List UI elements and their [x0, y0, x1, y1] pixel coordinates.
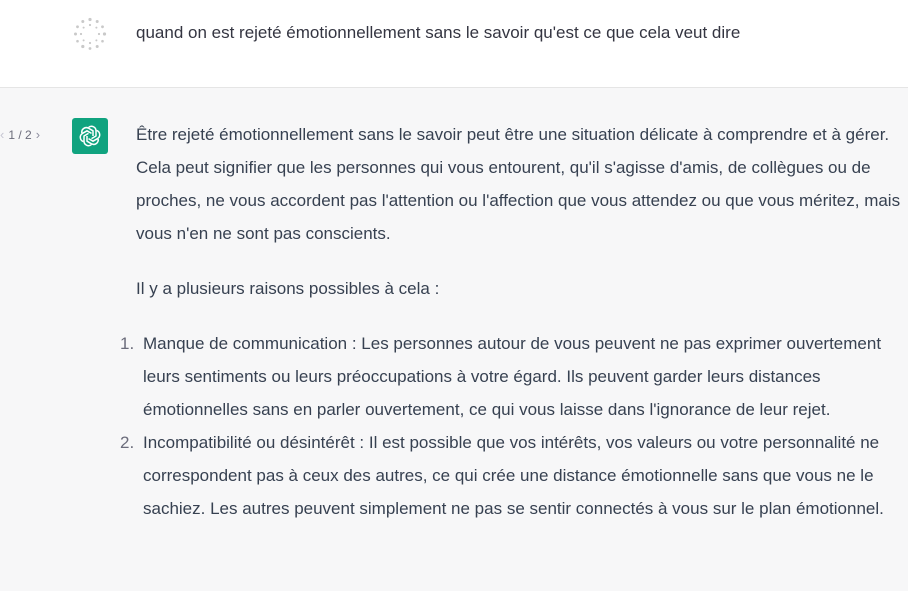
paragraph: Il y a plusieurs raisons possibles à cela :: [136, 279, 440, 298]
list-item-number: 2.: [120, 433, 135, 452]
user-message-text: quand on est rejeté émotionnellement sans le savoir qu'est ce que cela veut dire: [136, 23, 741, 42]
pager-label: 1 / 2: [8, 127, 32, 142]
user-message-row: [0, 0, 908, 88]
response-pager: [0, 127, 40, 142]
list-item-number: 1.: [120, 334, 135, 353]
paragraph: Être rejeté émotionnellement sans le savoir peut être une situation délicate à comprendre et à gérer. Cela peut signifier que les personnes qui vous entourent, qu'il s'agisse d'amis, de collègues ou de proches, ne vous accordent pas l'attention ou l'affection que vous attendez ou que vous méritez, mais vous n'en ne sont pas conscients.: [136, 125, 901, 243]
openai-logo-icon: [72, 118, 108, 154]
assistant-message-row: [0, 88, 908, 591]
assistant-message-content: [120, 118, 906, 525]
list-item: [120, 426, 898, 525]
list-item: [120, 327, 898, 426]
list-item-text: Incompatibilité ou désintérêt : Il est possible que vos intérêts, vos valeurs ou votre personnalité ne correspondent pas à ceux des autres, ce qui crée une distance émotionnelle sans que vous ne le sachiez. Les autres peuvent simplement ne pas se sentir connectés à vous sur le plan émotionnel.: [143, 433, 884, 518]
loading-spinner-icon: [72, 16, 108, 52]
list-item-text: Manque de communication : Les personnes autour de vous peuvent ne pas exprimer ouvertement leurs sentiments ou leurs préoccupations à votre égard. Ils peuvent garder leurs distances émotionnelles sans en parler ouvertement, ce qui vous laisse dans l'ignorance de leur rejet.: [143, 334, 882, 419]
chevron-left-icon[interactable]: ‹: [0, 127, 5, 142]
chevron-right-icon[interactable]: ›: [35, 127, 41, 142]
reasons-list: [120, 327, 906, 525]
